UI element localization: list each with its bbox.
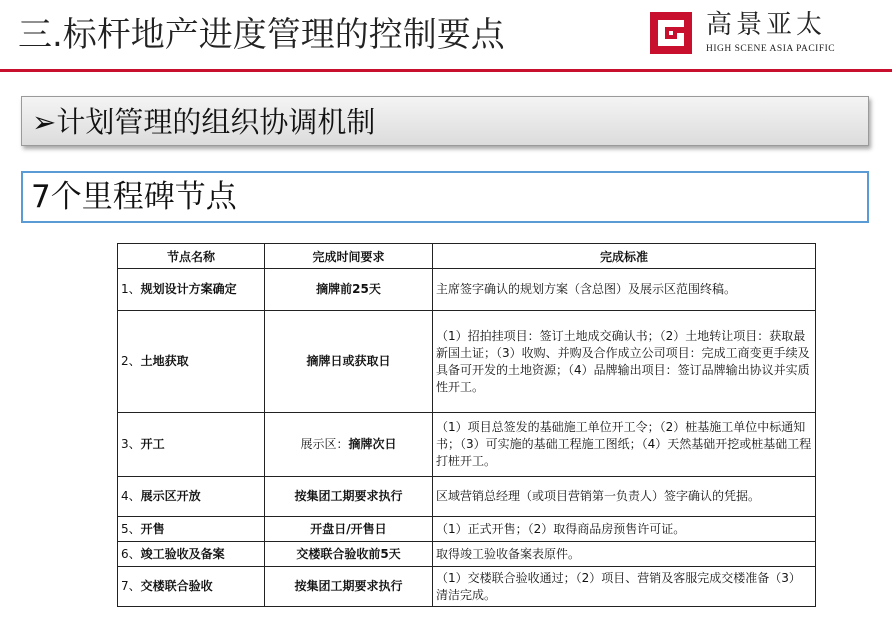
node-number: 1、 bbox=[121, 282, 141, 296]
node-name: 展示区开放 bbox=[140, 489, 201, 503]
node-name-cell bbox=[118, 413, 265, 477]
page-title: 三.标杆地产进度管理的控制要点 bbox=[18, 15, 505, 55]
table-row bbox=[118, 567, 816, 607]
node-number: 5、 bbox=[121, 521, 141, 536]
time-requirement-cell: 开盘日/开售日 bbox=[265, 517, 433, 542]
table-row bbox=[118, 413, 816, 477]
standard-cell: 区域营销总经理（或项目营销第一负责人）签字确认的凭据。 bbox=[433, 477, 816, 517]
time-requirement-cell: 按集团工期要求执行 bbox=[265, 477, 433, 517]
milestone-subtitle bbox=[21, 171, 869, 223]
node-number: 3、 bbox=[121, 437, 141, 451]
column-header-node-name: 节点名称 bbox=[118, 244, 265, 269]
node-name-cell bbox=[118, 311, 265, 413]
node-name-cell bbox=[118, 269, 265, 311]
table-row bbox=[118, 311, 816, 413]
node-number: 6、 bbox=[121, 546, 141, 561]
node-name: 竣工验收及备案 bbox=[140, 546, 225, 561]
time-requirement-cell: 交楼联合验收前5天 bbox=[265, 542, 433, 567]
table-header-row bbox=[118, 244, 816, 269]
table-row bbox=[118, 517, 816, 542]
node-name-cell bbox=[118, 567, 265, 607]
node-name: 规划设计方案确定 bbox=[140, 282, 237, 296]
time-requirement-cell bbox=[265, 413, 433, 477]
node-name-cell bbox=[118, 477, 265, 517]
column-header-time-requirement: 完成时间要求 bbox=[265, 244, 433, 269]
standard-cell: （1）项目总签发的基础施工单位开工令；（2）桩基施工单位中标通知书；（3）可实施的基础工程施工图纸；（4）天然基础开挖或桩基础工程打桩开工。 bbox=[433, 413, 816, 477]
table-row bbox=[118, 269, 816, 311]
table-row bbox=[118, 542, 816, 567]
section-heading bbox=[21, 96, 869, 146]
standard-cell: （1）交楼联合验收通过；（2）项目、营销及客服完成交楼准备（3）清洁完成。 bbox=[433, 567, 816, 607]
milestone-table bbox=[117, 243, 816, 607]
time-value: 摘牌次日 bbox=[348, 437, 397, 451]
column-header-standard: 完成标准 bbox=[433, 244, 816, 269]
table-row bbox=[118, 477, 816, 517]
time-requirement-cell: 摘牌前25天 bbox=[265, 269, 433, 311]
node-number: 7、 bbox=[121, 579, 141, 593]
standard-cell: 主席签字确认的规划方案（含总图）及展示区范围终稿。 bbox=[433, 269, 816, 311]
standard-cell: （1）招拍挂项目：签订土地成交确认书；（2）土地转让项目：获取最新国土证；（3）收购、并购及合作成立公司项目：完成工商变更手续及具备可开发的土地资源；（4）品牌输出项目：签订品牌输出协议并实质性开工。 bbox=[433, 311, 816, 413]
node-number: 2、 bbox=[121, 354, 141, 368]
node-name-cell bbox=[118, 542, 265, 567]
node-name: 土地获取 bbox=[140, 354, 189, 368]
node-name-cell bbox=[118, 517, 265, 542]
time-prefix: 展示区： bbox=[300, 437, 349, 451]
milestone-subtitle-text: 7个里程碑节点 bbox=[31, 179, 237, 215]
bullet-arrow-icon: ➢ bbox=[32, 105, 57, 139]
node-name: 开售 bbox=[140, 521, 165, 536]
section-heading-text bbox=[32, 97, 375, 147]
node-name: 开工 bbox=[140, 437, 165, 451]
node-name: 交楼联合验收 bbox=[140, 579, 213, 593]
header-divider bbox=[0, 69, 892, 72]
time-requirement-cell: 按集团工期要求执行 bbox=[265, 567, 433, 607]
standard-cell: 取得竣工验收备案表原件。 bbox=[433, 542, 816, 567]
standard-cell: （1）正式开售；（2）取得商品房预售许可证。 bbox=[433, 517, 816, 542]
logo-name: 高景亚太 bbox=[706, 10, 827, 40]
logo-mark-icon bbox=[650, 12, 692, 54]
company-logo bbox=[650, 8, 850, 60]
time-requirement-cell: 摘牌日或获取日 bbox=[265, 311, 433, 413]
section-heading-label: 计划管理的组织协调机制 bbox=[56, 105, 376, 139]
node-number: 4、 bbox=[121, 489, 141, 503]
logo-english-name: HIGH SCENE ASIA PACIFIC bbox=[706, 44, 836, 54]
